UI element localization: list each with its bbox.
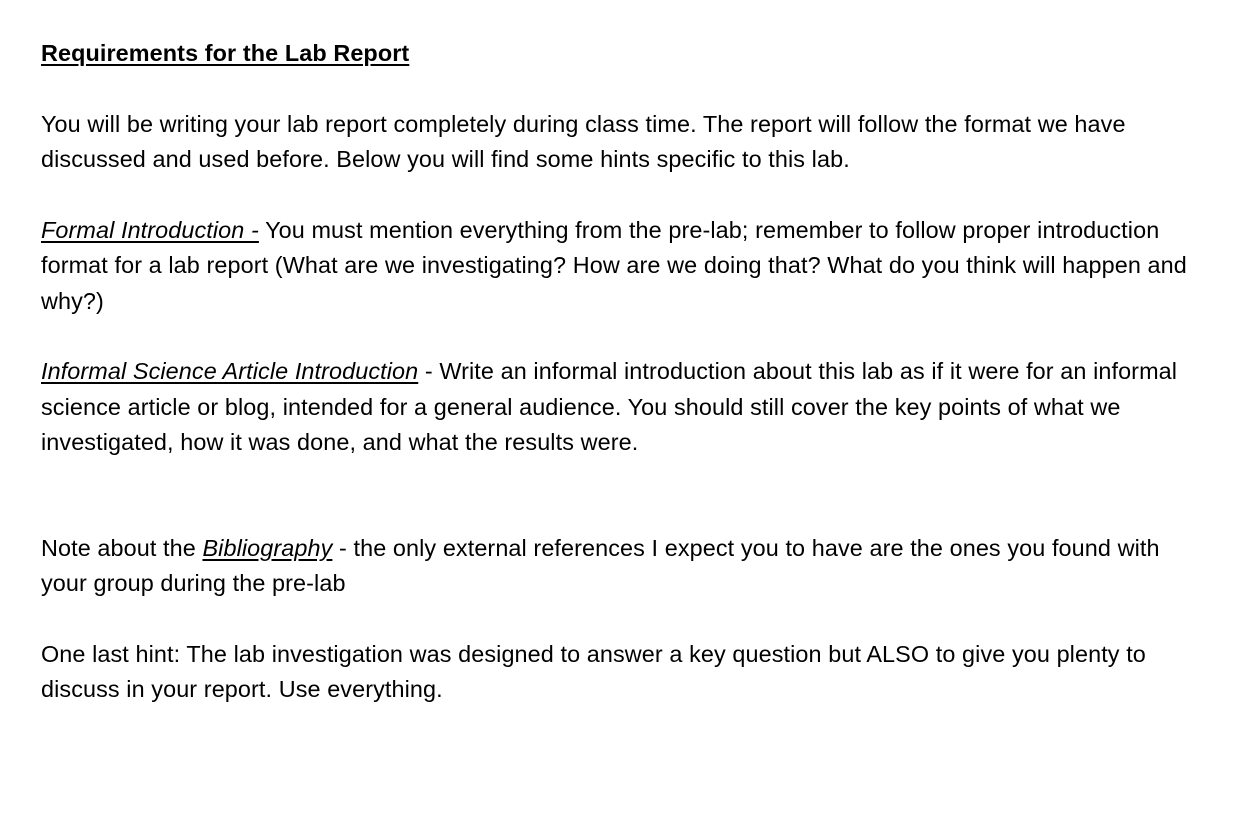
bibliography-note-prefix: Note about the [41,534,203,561]
document-title: Requirements for the Lab Report [41,40,410,66]
formal-introduction-label: Formal Introduction - [41,216,259,243]
bibliography-note-text: - the only external references I expect you to have are the ones you found with your group during the pre-lab [41,534,1160,596]
informal-introduction-paragraph [41,354,1211,461]
intro-paragraph: You will be writing your lab report completely during class time. The report will follow the format we have discussed and used before. Below you will find some hints specific to this lab. [41,110,1126,172]
bibliography-note-paragraph [41,531,1211,602]
formal-introduction-text: You must mention everything from the pre-lab; remember to follow proper introduction format for a lab report (What are we investigating? How are we doing that? What do you think will happen and why?) [41,216,1187,314]
bibliography-label: Bibliography [202,534,333,561]
last-hint-paragraph: One last hint: The lab investigation was designed to answer a key question but ALSO to give you plenty to discuss in your report. Use everything. [41,640,1146,702]
informal-introduction-text: - Write an informal introduction about this lab as if it were for an informal science article or blog, intended for a general audience. You should still cover the key points of what we investigated, how it was done, and what the results were. [41,358,1178,455]
document-body [41,36,1211,743]
formal-introduction-paragraph [41,213,1211,320]
informal-introduction-label: Informal Science Article Introduction [41,358,419,384]
